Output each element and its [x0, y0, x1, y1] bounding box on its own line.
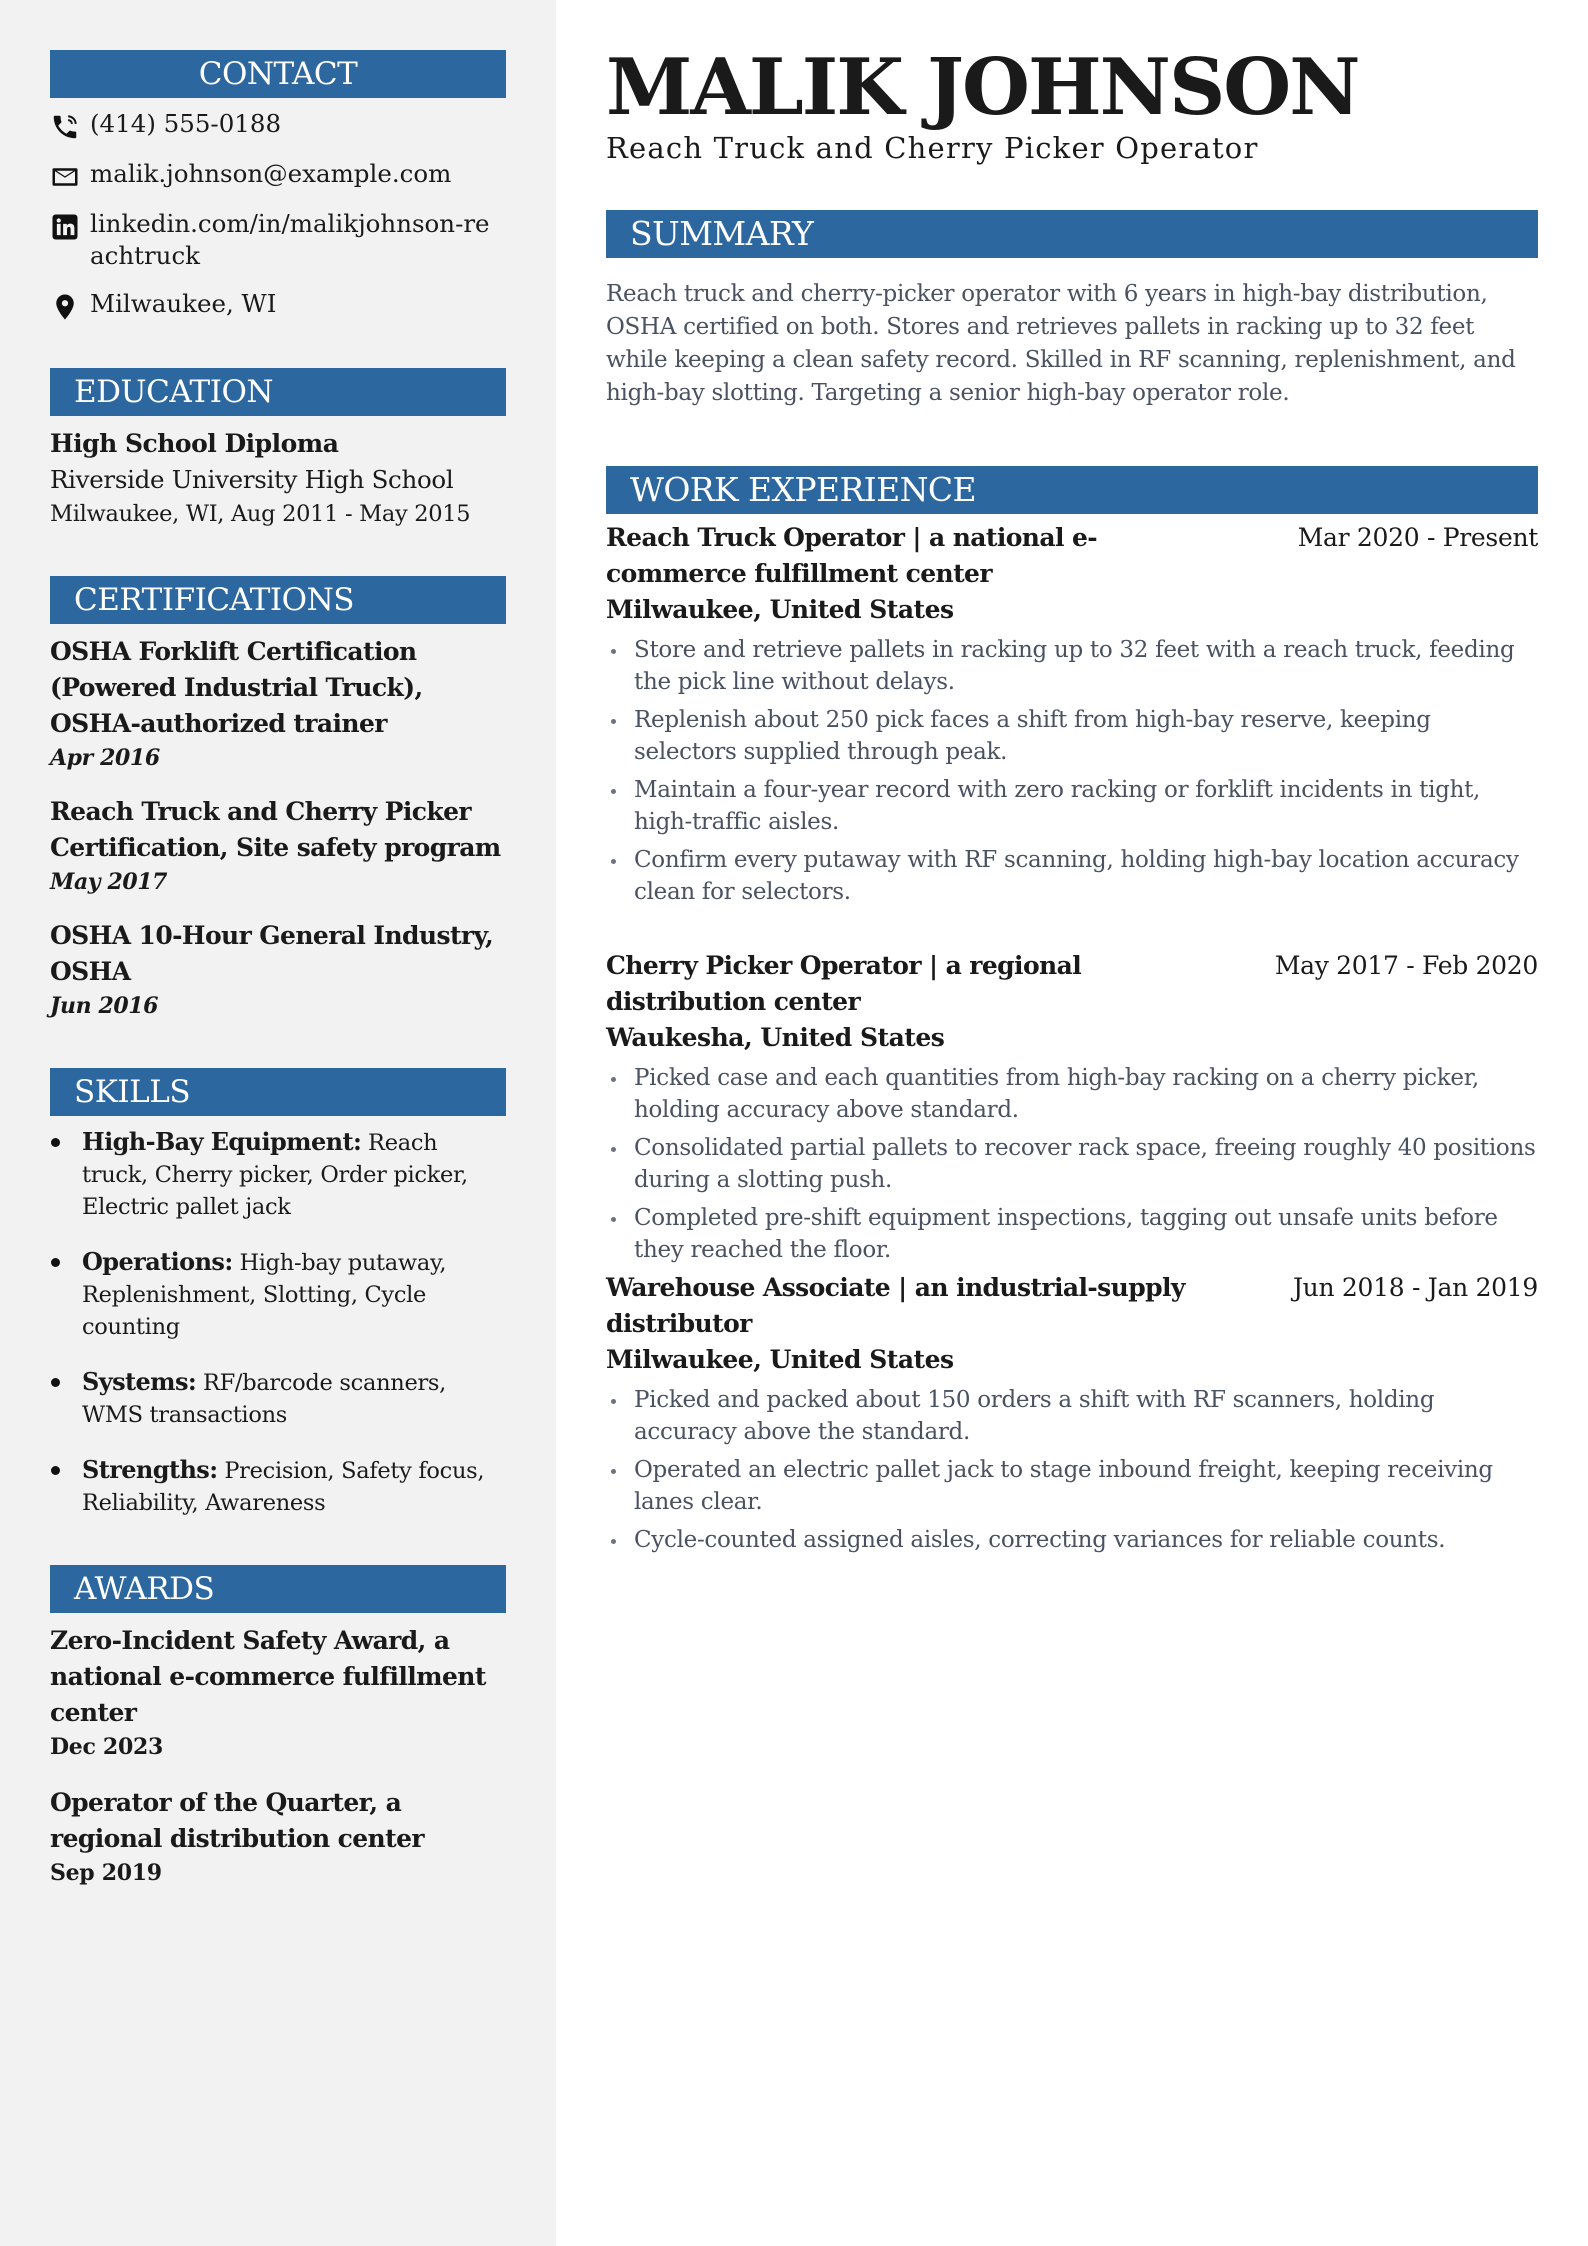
- location-text: Milwaukee, WI: [90, 289, 277, 318]
- skills-heading: SKILLS: [50, 1068, 506, 1116]
- education-section: [50, 368, 506, 530]
- summary-text: Reach truck and cherry-picker operator with 6 years in high-bay distribution, OSHA certified on both. Stores and retrieves pallets in racking up to 32 feet while keeping a clean safety record. Skilled in RF scanning, replenishment, and high-bay slotting. Targeting a senior high-bay operator role.: [606, 281, 1516, 406]
- contact-heading: CONTACT: [50, 50, 506, 98]
- award-date: Dec 2023: [50, 1734, 163, 1760]
- certification-name: OSHA Forklift Certification (Powered Industrial Truck), OSHA-authorized trainer: [50, 637, 423, 738]
- skill-item: [82, 1246, 506, 1343]
- skills-section: [50, 1068, 506, 1519]
- job-bullet: Operated an electric pallet jack to stage inbound freight, keeping receiving lanes clear.: [634, 1454, 1538, 1518]
- job-location: Milwaukee, United States: [606, 595, 954, 624]
- job-title: Cherry Picker Operator | a regional distribution center: [606, 951, 1082, 1016]
- awards-heading: AWARDS: [50, 1565, 506, 1613]
- certification-date: Jun 2016: [50, 993, 159, 1019]
- certifications-section: [50, 576, 506, 1022]
- skill-values: Precision, Safety focus, Reliability, Awareness: [82, 1458, 485, 1516]
- job-dates: Mar 2020 - Present: [1297, 523, 1538, 552]
- contact-location: [50, 288, 506, 322]
- skill-values: RF/barcode scanners, WMS transactions: [82, 1370, 447, 1428]
- job-title: Reach Truck Operator | a national e-commerce fulfillment center: [606, 523, 1098, 588]
- skill-category: Operations:: [82, 1247, 233, 1276]
- job-location: Milwaukee, United States: [606, 1345, 954, 1374]
- job-bullet: Picked case and each quantities from high-bay racking on a cherry picker, holding accuracy above standard.: [634, 1062, 1538, 1126]
- email-text[interactable]: malik.johnson@example.com: [90, 159, 452, 188]
- skill-item: [82, 1366, 506, 1431]
- sidebar: [0, 0, 556, 2246]
- skill-category: Strengths:: [82, 1455, 218, 1484]
- certification-date: Apr 2016: [50, 745, 160, 771]
- award-name: Zero-Incident Safety Award, a national e-commerce fulfillment center: [50, 1626, 486, 1727]
- certification-item: [50, 634, 506, 774]
- candidate-name: MALIK JOHNSON: [606, 42, 1359, 133]
- award-item: [50, 1623, 506, 1763]
- job-header: [606, 520, 1538, 592]
- skill-item: [82, 1454, 506, 1519]
- job-bullet: Picked and packed about 150 orders a shift with RF scanners, holding accuracy above the standard.: [634, 1384, 1538, 1448]
- award-item: [50, 1785, 506, 1889]
- job-entry: [606, 520, 1538, 914]
- job-entry: [606, 948, 1538, 1272]
- job-bullet: Cycle-counted assigned aisles, correcting variances for reliable counts.: [634, 1524, 1538, 1556]
- award-date: Sep 2019: [50, 1860, 162, 1886]
- awards-section: [50, 1565, 506, 1889]
- education-heading: EDUCATION: [50, 368, 506, 416]
- skill-item: [82, 1126, 506, 1223]
- job-bullets: [606, 1062, 1538, 1266]
- contact-phone: [50, 108, 506, 142]
- certification-name: Reach Truck and Cherry Picker Certification, Site safety program: [50, 797, 501, 862]
- certification-date: May 2017: [50, 869, 168, 895]
- job-header: [606, 1270, 1538, 1342]
- job-bullet: Confirm every putaway with RF scanning, holding high-bay location accuracy clean for selectors.: [634, 844, 1538, 908]
- phone-icon: [50, 112, 80, 142]
- award-name: Operator of the Quarter, a regional distribution center: [50, 1788, 424, 1853]
- education-details: Milwaukee, WI, Aug 2011 - May 2015: [50, 501, 471, 527]
- job-location: Waukesha, United States: [606, 1023, 945, 1052]
- job-header: [606, 948, 1538, 1020]
- location-pin-icon: [50, 292, 80, 322]
- job-bullets: [606, 1384, 1538, 1556]
- education-school: Riverside University High School: [50, 465, 454, 494]
- skill-values: Reach truck, Cherry picker, Order picker, Electric pallet jack: [82, 1130, 468, 1220]
- contact-email: [50, 158, 506, 192]
- contact-linkedin: [50, 208, 506, 272]
- certifications-heading: CERTIFICATIONS: [50, 576, 506, 624]
- job-bullet: Store and retrieve pallets in racking up to 32 feet with a reach truck, feeding the pick line without delays.: [634, 634, 1538, 698]
- job-bullet: Replenish about 250 pick faces a shift from high-bay reserve, keeping selectors supplied through peak.: [634, 704, 1538, 768]
- phone-text[interactable]: (414) 555-0188: [90, 109, 282, 138]
- certification-name: OSHA 10-Hour General Industry, OSHA: [50, 921, 494, 986]
- job-dates: Jun 2018 - Jan 2019: [1292, 1273, 1538, 1302]
- job-dates: May 2017 - Feb 2020: [1274, 951, 1538, 980]
- certification-item: [50, 918, 506, 1022]
- contact-section: [50, 50, 506, 322]
- education-degree: High School Diploma: [50, 429, 339, 458]
- job-bullets: [606, 634, 1538, 908]
- job-bullet: Consolidated partial pallets to recover rack space, freeing roughly 40 positions during a slotting push.: [634, 1132, 1538, 1196]
- summary-heading: SUMMARY: [606, 210, 1538, 258]
- job-bullet: Maintain a four-year record with zero racking or forklift incidents in tight, high-traffic aisles.: [634, 774, 1538, 838]
- certification-item: [50, 794, 506, 898]
- experience-heading: WORK EXPERIENCE: [606, 466, 1538, 514]
- main-column: [606, 0, 1538, 2246]
- linkedin-text[interactable]: linkedin.com/in/malikjohnson-reachtruck: [90, 209, 490, 270]
- email-icon: [50, 162, 80, 192]
- job-title: Warehouse Associate | an industrial-supply distributor: [606, 1273, 1185, 1338]
- skills-list: [50, 1126, 506, 1519]
- linkedin-icon: [50, 212, 80, 242]
- skill-category: Systems:: [82, 1367, 197, 1396]
- candidate-role: Reach Truck and Cherry Picker Operator: [606, 131, 1259, 165]
- skill-category: High-Bay Equipment:: [82, 1127, 362, 1156]
- job-bullet: Completed pre-shift equipment inspections, tagging out unsafe units before they reached the floor.: [634, 1202, 1538, 1266]
- skill-values: High-bay putaway, Replenishment, Slotting, Cycle counting: [82, 1250, 447, 1340]
- job-entry: [606, 1270, 1538, 1562]
